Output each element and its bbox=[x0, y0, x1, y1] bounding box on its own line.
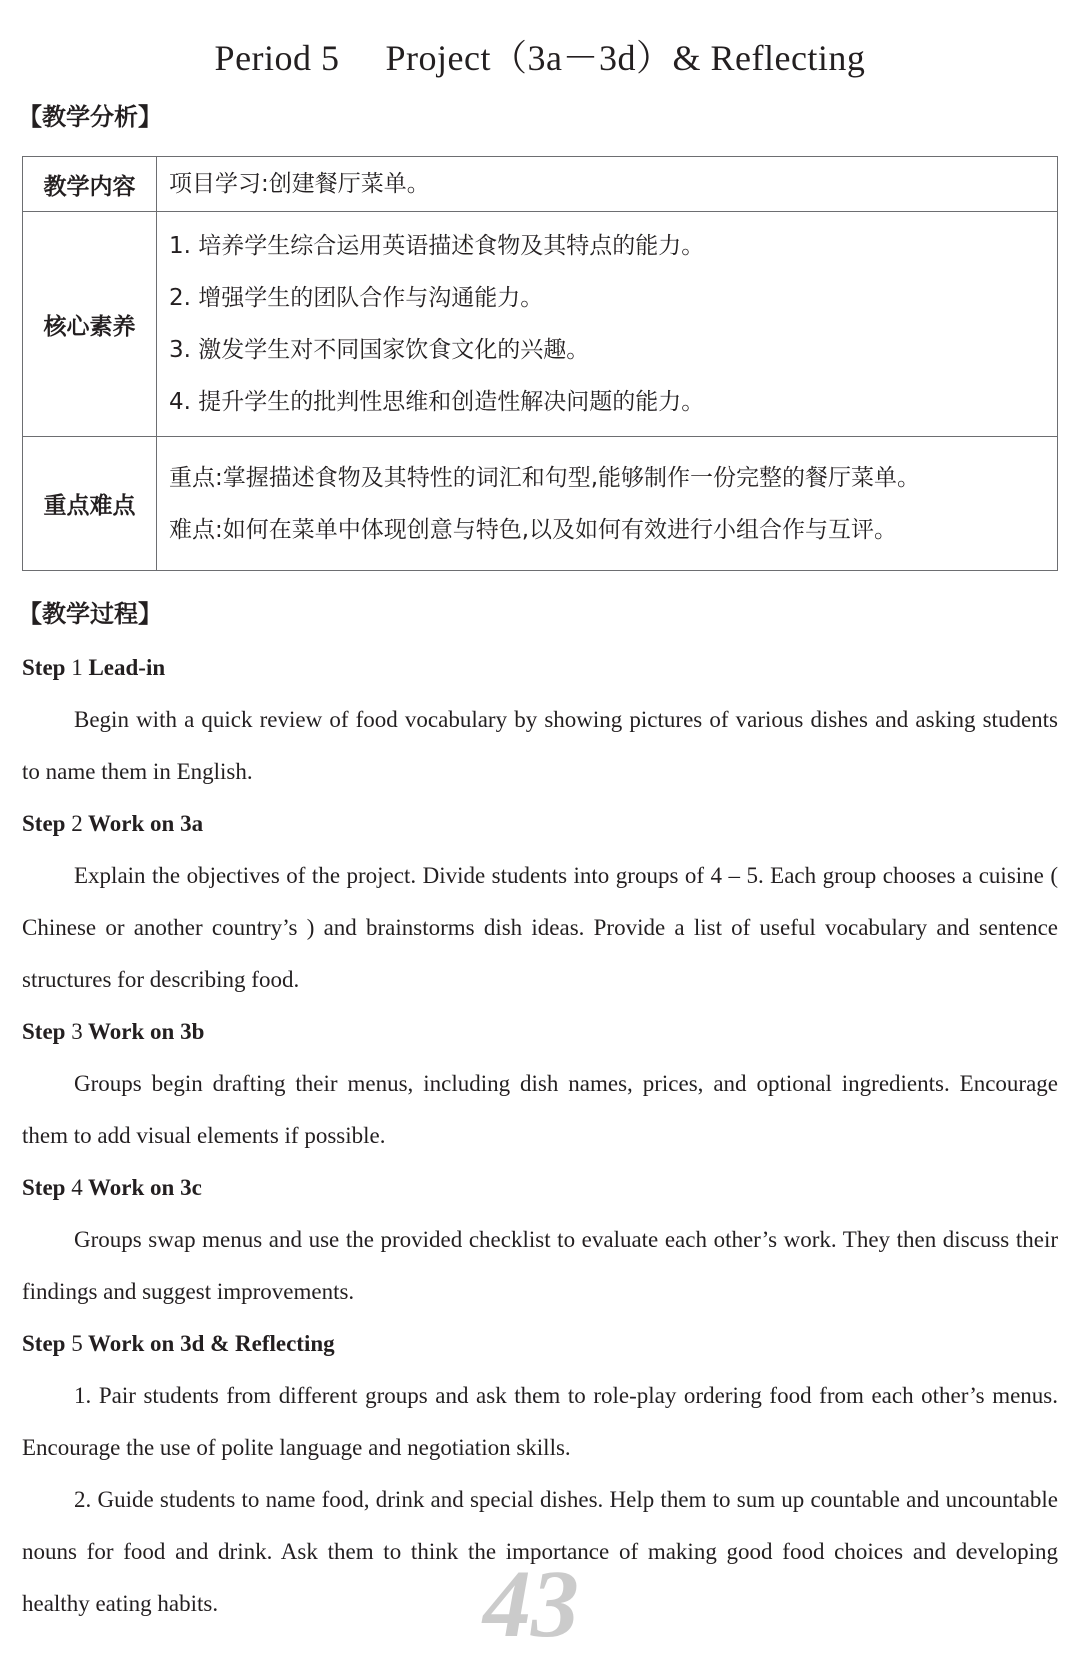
analysis-table bbox=[22, 156, 1058, 571]
row-label: 教学内容 bbox=[23, 157, 157, 212]
step-paragraph: 1. Pair students from different groups and ask them to role-play ordering food from each other’s menus. Encourage the use of polite language and negotiation skills. bbox=[22, 1383, 1058, 1460]
step-word: Step bbox=[22, 1175, 66, 1200]
step-heading bbox=[22, 798, 1058, 850]
teaching-process bbox=[22, 642, 1058, 1630]
step-number: 5 bbox=[71, 1331, 83, 1356]
step-number: 4 bbox=[71, 1175, 83, 1200]
step-paragraph: Explain the objectives of the project. Divide students into groups of 4 – 5. Each group chooses a cuisine ( Chinese or another country’s ) and brainstorms dish ideas. Provide a list of useful vocabulary and sentence structures for describing food. bbox=[22, 863, 1058, 992]
section-heading-analysis: 【教学分析】 bbox=[18, 103, 162, 131]
step-paragraph: 2. Guide students to name food, drink and special dishes. Help them to sum up countable and uncountable nouns for food and drink. Ask them to think the importance of making good food choices and developing healthy eating habits. bbox=[22, 1487, 1058, 1616]
step-word: Step bbox=[22, 1019, 66, 1044]
content-line: 重点:掌握描述食物及其特性的词汇和句型,能够制作一份完整的餐厅菜单。 bbox=[169, 464, 921, 491]
row-content bbox=[157, 157, 1058, 212]
content-line: 项目学习:创建餐厅菜单。 bbox=[169, 171, 430, 197]
step-name: Work on 3a bbox=[88, 811, 204, 836]
step-number: 2 bbox=[71, 811, 83, 836]
step-paragraph: Groups swap menus and use the provided checklist to evaluate each other’s work. They then discuss their findings and suggest improvements. bbox=[22, 1227, 1058, 1304]
step-number: 1 bbox=[71, 655, 83, 680]
row-content bbox=[157, 212, 1058, 437]
section-heading-process: 【教学过程】 bbox=[18, 600, 162, 628]
row-content bbox=[157, 437, 1058, 571]
step-word: Step bbox=[22, 1331, 66, 1356]
step-name: Work on 3c bbox=[88, 1175, 202, 1200]
step-heading bbox=[22, 1318, 1058, 1370]
content-line: 3. 激发学生对不同国家饮食文化的兴趣。 bbox=[169, 337, 590, 363]
content-line: 4. 提升学生的批判性思维和创造性解决问题的能力。 bbox=[169, 389, 705, 415]
content-line: 2. 增强学生的团队合作与沟通能力。 bbox=[169, 285, 544, 311]
page-title: Period 5 Project（3a－3d）& Reflecting bbox=[214, 38, 866, 78]
content-line: 1. 培养学生综合运用英语描述食物及其特点的能力。 bbox=[169, 233, 705, 259]
row-label: 核心素养 bbox=[23, 212, 157, 437]
table-row bbox=[23, 437, 1058, 571]
step-number: 3 bbox=[71, 1019, 83, 1044]
step-heading bbox=[22, 642, 1058, 694]
step-paragraph: Groups begin drafting their menus, including dish names, prices, and optional ingredients. Encourage them to add visual elements if possible. bbox=[22, 1071, 1058, 1148]
page-number: 43 bbox=[483, 1550, 579, 1657]
table-row bbox=[23, 157, 1058, 212]
step-heading bbox=[22, 1162, 1058, 1214]
step-name: Work on 3b bbox=[88, 1019, 205, 1044]
row-label: 重点难点 bbox=[23, 437, 157, 571]
content-line: 难点:如何在菜单中体现创意与特色,以及如何有效进行小组合作与互评。 bbox=[169, 516, 898, 543]
step-heading bbox=[22, 1006, 1058, 1058]
step-paragraph: Begin with a quick review of food vocabulary by showing pictures of various dishes and asking students to name them in English. bbox=[22, 707, 1058, 784]
step-word: Step bbox=[22, 655, 66, 680]
table-row bbox=[23, 212, 1058, 437]
step-name: Work on 3d & Reflecting bbox=[88, 1331, 335, 1356]
step-name: Lead-in bbox=[88, 655, 166, 680]
step-word: Step bbox=[22, 811, 66, 836]
